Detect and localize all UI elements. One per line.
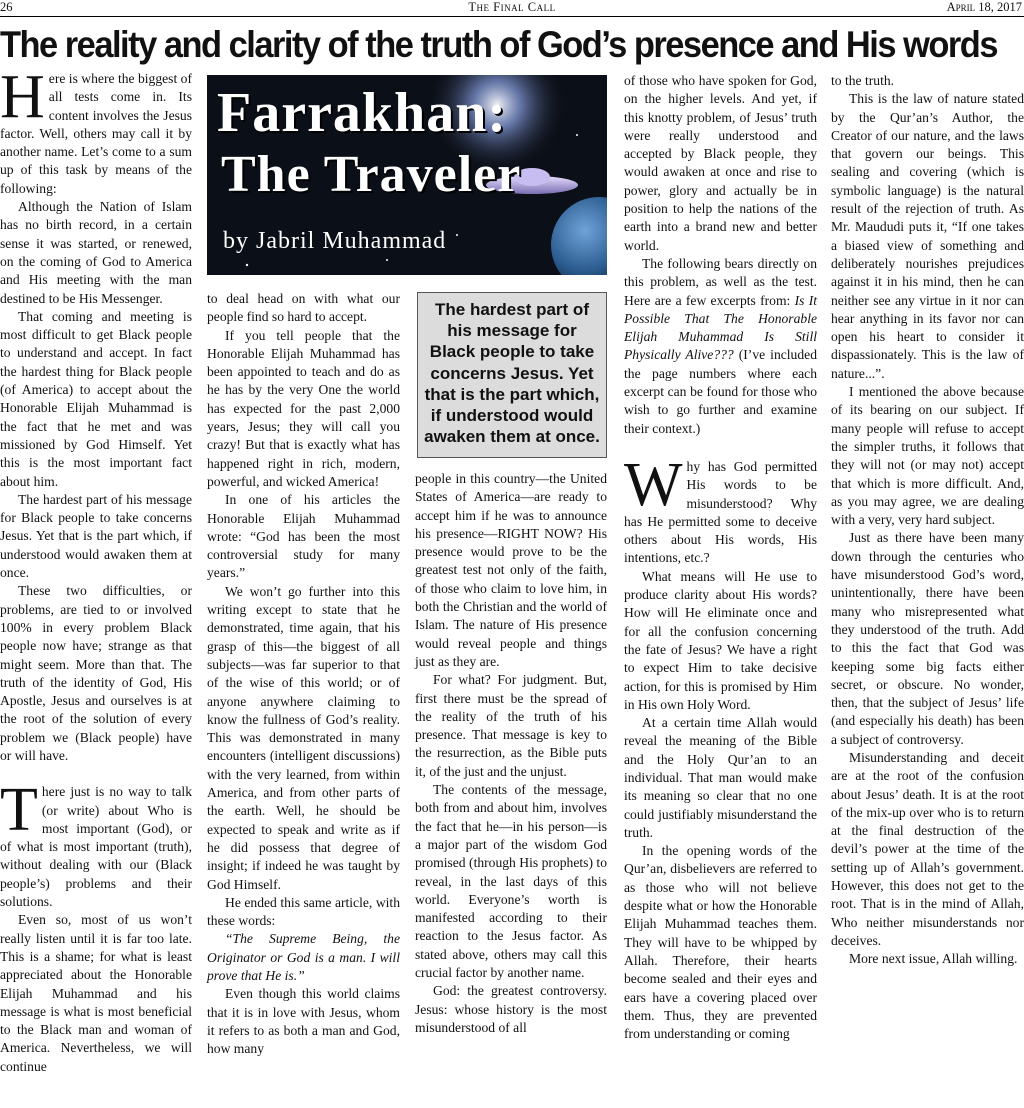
page-number: 26 <box>0 0 13 14</box>
issue-date: April 18, 2017 <box>946 0 1022 14</box>
paragraph: Misunderstanding and deceit are at the root of the confusion about Jesus’ death. It is at the root of the mix-up over who is to return at the final destruction of the devil’s power at the time of the setting up of Allah’s government. However, this does not get to the root. That is in the mind of Allah, Who neither misunderstands nor deceives. <box>831 749 1024 948</box>
paragraph: The hardest part of his message for Black people to take concerns Jesus. Yet that is the part which, if understood would awaken them at once. <box>0 491 192 581</box>
paragraph <box>624 255 817 438</box>
paragraph <box>0 63 192 198</box>
publication-name: The Final Call <box>468 0 556 14</box>
paragraph: of those who have spoken for God, on the higher levels. And yet, if this knotty problem, of Jesus’ truth were really understood and accepted by Black people, they would awaken at once and rise to power, glory and actually be in position to help the nations of the earth into a brand new and better world. <box>624 73 817 253</box>
paragraph-text: here just is no way to talk (or write) about Who is most important (God), or of what is most important (truth), without dealing with our (Black people’s) problems and their solutions. <box>0 784 192 910</box>
banner-title-line1: Farrakhan: <box>217 82 507 144</box>
paragraph: For what? For judgment. But, first there must be the spread of the reality of the truth of his presence. That message is key to the resurrection, as the Bible puts it, of the just and the unjust. <box>415 672 607 779</box>
book-title: Is It Possible That The Honorable Elijah Muhammad Is Still Physically Alive??? <box>624 292 817 363</box>
paragraph: I mentioned the above because of its bearing on our subject. If many people will refuse to accept the simpler truths, it follows that they will not (or may not) accept that which is more difficult. And, as you may agree, we are dealing with a very, very hard subject. <box>831 384 1024 528</box>
paragraph: Just as there have been many down through the centuries who have misunderstood God’s word, unintentionally, there have been many who misrepresented what they understood of the truth. Add to this the fact that God was keeping some big facts either secret, or obscure. No wonder, then, that the subject of Jesus’ life (and especially his death) has been a subject of controversy. <box>831 530 1024 747</box>
column-4 <box>624 72 817 1043</box>
page-header <box>0 0 1024 16</box>
pull-quote-box <box>417 292 607 458</box>
paragraph: to deal head on with what our people find so hard to accept. <box>207 291 400 325</box>
paragraph: In the opening words of the Qur’an, disbelievers are referred to as those who will not believe despite what or how the Honorable Elijah Muhammad teaches them. They will have to be whipped by Allah. Therefore, their hearts become sealed and their eyes and ears have a covering placed over them. Thus, they are prevented from understanding or coming <box>624 843 817 1042</box>
paragraph: This is the law of nature stated by the Qur’an’s Author, the Creator of our nature, and the laws that govern our beings. This sealing and covering (which is symbolic language) is the natural result of the rejection of truth. As Mr. Maududi puts it, “If one takes a biased view of something and deliberately nourishes prejudices against it in his mind, then he can neither see any virtue in it nor can hear anything in its favor nor can open his heart to consider it dispassionately. This is the law of nature...”. <box>831 91 1024 381</box>
banner-title-line2: The Traveler <box>221 146 522 203</box>
paragraph: to the truth. <box>831 73 895 88</box>
quote-paragraph: “The Supreme Being, the Originator or God is a man. I will prove that He is.” <box>207 931 400 983</box>
paragraph <box>624 450 817 568</box>
headline: The reality and clarity of the truth of God’s presence and His words <box>0 24 997 65</box>
paragraph: At a certain time Allah would reveal the meaning of the Bible and the Holy Qur’an to an individual. That man would make its meaning so clear that no one could justifiably misunderstand the truth. <box>624 715 817 840</box>
paragraph: He ended this same article, with these words: <box>207 894 400 929</box>
paragraph: In one of his articles the Honorable Elijah Muhammad wrote: “God has been the most controversial study for many years.” <box>207 492 400 581</box>
paragraph: If you tell people that the Honorable Elijah Muhammad has been appointed to teach and do as he has by the very One the world has expected for the past 2,000 years, Jesus; they will call you crazy! But that is exactly what has happened right in rich, modern, powerful, and wicked America! <box>207 327 400 489</box>
banner-byline: by Jabril Muhammad <box>223 228 447 254</box>
column-banner <box>207 75 607 275</box>
drop-cap: W <box>624 450 683 519</box>
paragraph: We won’t go further into this writing except to state that he demonstrated, time again, that his grasp of this—the biggest of all subjects—was far superior to that of the wise of this world; or of anyone anywhere claiming to know the fullness of God’s reality. This was demonstrated in many encounters (intelligent discussions) with the very learned, from within America, and from other parts of the earth. Well, he should be expected to speak and write as if he did possess that degree of insight; if indeed he was taught by God Himself. <box>207 583 400 892</box>
column-5 <box>831 72 1024 969</box>
paragraph: That coming and meeting is most difficult to get Black people to understand and accept. In fact the hardest thing for Black people (of America) to accept about the Honorable Elijah Muhammad is the fact that he met and was missioned by God Himself. Yet this is the most important fact about him. <box>0 308 192 489</box>
paragraph: Even so, most of us won’t really listen until it is far too late. This is a shame; for what is least appreciated about the Honorable Elijah Muhammad and his message is what is most beneficial to the Black man and woman of America. Nevertheless, we will continue <box>0 912 192 1074</box>
drop-cap: T <box>0 776 38 845</box>
column-1 <box>0 63 192 1076</box>
paragraph: Even though this world claims that it is in love with Jesus, whom it refers to as both a man and God, how many <box>207 986 400 1057</box>
drop-cap: H <box>0 63 45 131</box>
pull-quote: The hardest part of his message for Black people to take concerns Jesus. Yet that is the part which, if understood would awaken them at once. <box>424 300 600 447</box>
paragraph <box>0 776 192 911</box>
column-2 <box>207 290 400 1058</box>
paragraph: Although the Nation of Islam has no birth record, in a certain sense it was started, or renewed, on the coming of God to America and His meeting with the man destined to be His Messenger. <box>0 199 192 306</box>
paragraph: These two difficulties, or problems, are tied to or involved 100% in every problem Black people now have; strange as that might seem. More than that. The truth of the identity of God, His Apostle, Jesus and ourselves is at the root of the solution of every problem we (Black people) have or will have. <box>0 583 192 763</box>
paragraph-text: The following bears directly on this problem, as well as the test. Here are a few excerpts from: <box>624 255 817 308</box>
header-rule <box>0 16 1024 17</box>
paragraph: God: the greatest controversy. Jesus: whose history is the most misunderstood of all <box>415 983 607 1035</box>
paragraph: What means will He use to produce clarity about His words? How will He eliminate once and for all the confusion concerning the fate of Jesus? We have a right to expect Him to take decisive action, for this is promised by Him in His own Holy Word. <box>624 568 817 712</box>
paragraph-text: (I’ve included the page numbers where each excerpt can be found for those who wish to go further and examine their context.) <box>624 347 817 436</box>
paragraph: More next issue, Allah willing. <box>849 951 1018 967</box>
paragraph: The contents of the message, both from and about him, involves the fact that he—in his person—is a major part of the wisdom God promised (through His prophets) to reveal, in the last days of this world. Everyone’s worth is manifested according to their reaction to the Jesus factor. As stated above, others may call this crucial factor by another name. <box>415 782 607 981</box>
paragraph: people in this country—the United States of America—are ready to accept him if he was to announce his presence—RIGHT NOW? His presence would prove to be the greatest test not only of the faith, of those who claim to love him, in both the Christian and the world of Islam. The nature of His presence would reveal people and things just as they are. <box>415 471 607 669</box>
paragraph-text: ere is where the biggest of all tests come in. Its content involves the Jesus factor. Well, others may call it by another name. Let’s come to a sum up of this task by means of the following: <box>0 71 192 196</box>
paragraph-text: hy has God permitted His words to be misunderstood? Why has He permitted some to deceive others about His words, His intentions, etc.? <box>624 458 817 566</box>
column-3 <box>415 470 607 1037</box>
